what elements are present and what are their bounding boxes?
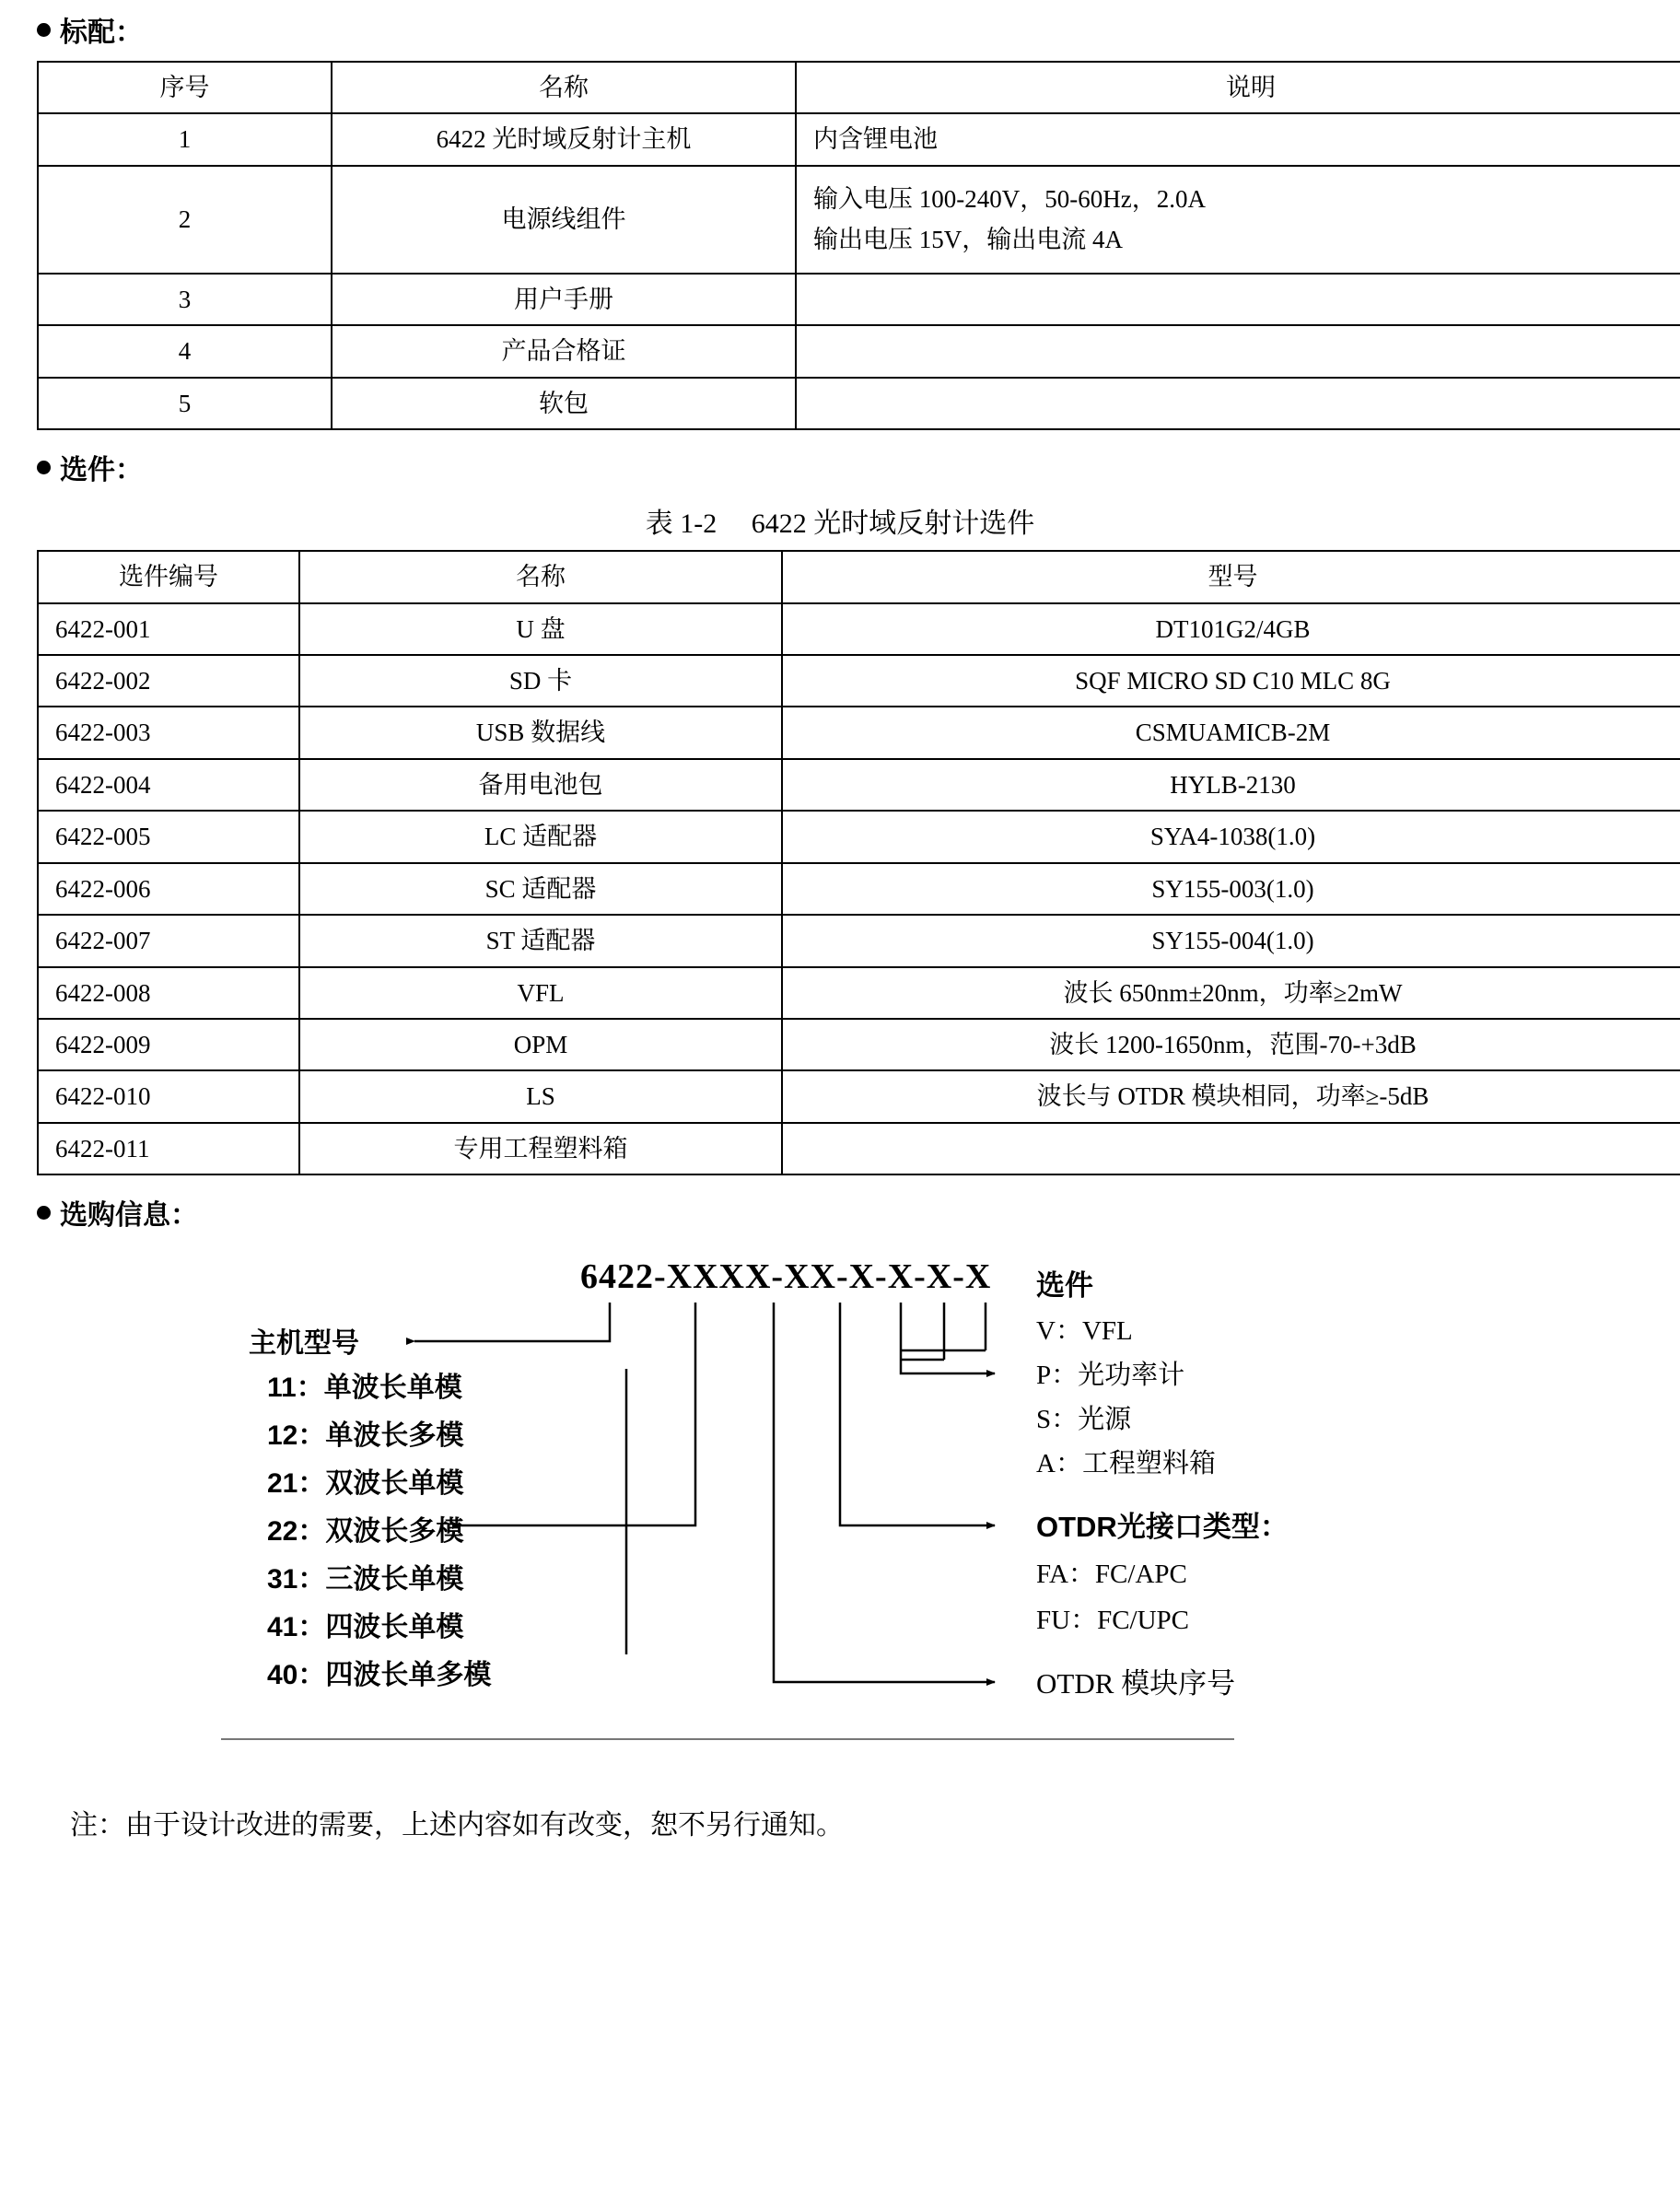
cell-option-name: VFL: [299, 967, 782, 1019]
host-option-item: 41：四波长单模: [267, 1612, 464, 1643]
table-row: [38, 1123, 1680, 1174]
cell-desc: 内含锂电池: [796, 113, 1680, 165]
cell-desc: [796, 166, 1680, 274]
cell-option-no: 6422-008: [38, 967, 299, 1019]
host-option-item: 22：双波长多模: [267, 1516, 464, 1548]
cell-option-no: 6422-001: [38, 603, 299, 655]
cell-option-model: DT101G2/4GB: [782, 603, 1680, 655]
option-item: P：光功率计: [1036, 1361, 1185, 1391]
cell-name: 产品合格证: [332, 325, 796, 377]
cell-option-no: 6422-009: [38, 1019, 299, 1070]
cell-name: 用户手册: [332, 274, 796, 325]
options-table-caption: 表 1-2 6422 光时域反射计选件: [645, 508, 1035, 540]
cell-option-model: SY155-003(1.0): [782, 863, 1680, 915]
table-row: [38, 915, 1680, 966]
heading-ordering-info: [37, 1192, 1643, 1233]
cell-option-no: 6422-003: [38, 707, 299, 758]
table-header-row: [38, 62, 1680, 113]
table-row: [38, 113, 1680, 165]
host-model-label: 主机型号: [249, 1328, 359, 1360]
table-row: [38, 1070, 1680, 1122]
table-row: [38, 655, 1680, 707]
interface-item: FA：FC/APC: [1036, 1560, 1187, 1590]
ordering-code-diagram: [37, 1249, 1644, 1765]
cell-option-name: SC 适配器: [299, 863, 782, 915]
cell-option-model: CSMUAMICB-2M: [782, 707, 1680, 758]
cell-option-no: 6422-007: [38, 915, 299, 966]
table-header-row: [38, 551, 1680, 602]
heading-standard-config: [37, 9, 1643, 50]
cell-name: 电源线组件: [332, 166, 796, 274]
heading-standard-config-label: 标配：: [60, 18, 143, 48]
cell-option-name: OPM: [299, 1019, 782, 1070]
header-cell-option-name: 名称: [299, 551, 782, 602]
table-row: [38, 863, 1680, 915]
table-row: [38, 603, 1680, 655]
cell-no: 5: [38, 378, 332, 429]
cell-option-model: SY155-004(1.0): [782, 915, 1680, 966]
header-cell-desc: 说明: [796, 62, 1680, 113]
header-cell-option-no: 选件编号: [38, 551, 299, 602]
cell-option-model: HYLB-2130: [782, 759, 1680, 811]
heading-options: [37, 447, 1643, 487]
table-row: [38, 325, 1680, 377]
cell-no: 3: [38, 274, 332, 325]
option-item: V：VFL: [1036, 1316, 1133, 1347]
interface-item: FU：FC/UPC: [1036, 1606, 1190, 1636]
table-row: [38, 707, 1680, 758]
cell-option-no: 6422-002: [38, 655, 299, 707]
interface-title: OTDR光接口类型：: [1036, 1511, 1289, 1544]
cell-option-name: 备用电池包: [299, 759, 782, 811]
bullet-dot-icon: [37, 23, 51, 37]
cell-option-no: 6422-005: [38, 811, 299, 862]
cell-desc: [796, 274, 1680, 325]
host-option-item: 11：单波长单模: [267, 1373, 462, 1404]
table-row: [38, 166, 1680, 274]
cell-name: 软包: [332, 378, 796, 429]
host-option-item: 40：四波长单多模: [267, 1660, 492, 1691]
cell-option-name: LS: [299, 1070, 782, 1122]
heading-options-label: 选件：: [60, 455, 143, 486]
document-page: [0, 9, 1680, 2185]
options-table: [37, 550, 1680, 1175]
cell-option-name: 专用工程塑料箱: [299, 1123, 782, 1174]
cell-option-model: [782, 1123, 1680, 1174]
table-row: [38, 378, 1680, 429]
cell-option-model: 波长 1200-1650nm，范围-70-+3dB: [782, 1019, 1680, 1070]
cell-option-no: 6422-010: [38, 1070, 299, 1122]
table-row: [38, 967, 1680, 1019]
bullet-dot-icon: [37, 1206, 51, 1220]
table-row: [38, 1019, 1680, 1070]
table-row: [38, 759, 1680, 811]
cell-option-no: 6422-004: [38, 759, 299, 811]
cell-no: 2: [38, 166, 332, 274]
cell-option-name: USB 数据线: [299, 707, 782, 758]
module-serial-label: OTDR 模块序号: [1036, 1667, 1236, 1700]
header-cell-no: 序号: [38, 62, 332, 113]
ordering-code-text: 6422-XXXX-XX-X-X-X-X: [580, 1257, 992, 1297]
standard-config-table: [37, 61, 1680, 430]
option-group-title: 选件: [1036, 1269, 1093, 1303]
cell-option-model: SQF MICRO SD C10 MLC 8G: [782, 655, 1680, 707]
heading-ordering-info-label: 选购信息：: [60, 1200, 198, 1232]
cell-option-model: SYA4-1038(1.0): [782, 811, 1680, 862]
cell-option-name: U 盘: [299, 603, 782, 655]
option-item: A：工程塑料箱: [1036, 1449, 1216, 1479]
table-row: [38, 811, 1680, 862]
cell-option-name: ST 适配器: [299, 915, 782, 966]
cell-option-no: 6422-011: [38, 1123, 299, 1174]
option-item: S：光源: [1036, 1405, 1132, 1435]
cell-option-name: SD 卡: [299, 655, 782, 707]
host-option-item: 31：三波长单模: [267, 1564, 464, 1595]
cell-desc: [796, 378, 1680, 429]
footer-note: 注：由于设计改进的需要，上述内容如有改变，恕不另行通知。: [70, 1810, 844, 1841]
cell-desc: [796, 325, 1680, 377]
cell-desc-line: 输入电压 100-240V，50-60Hz，2.0A: [813, 184, 1206, 213]
cell-no: 4: [38, 325, 332, 377]
header-cell-name: 名称: [332, 62, 796, 113]
host-option-item: 12：单波长多模: [267, 1420, 464, 1452]
cell-option-no: 6422-006: [38, 863, 299, 915]
header-cell-option-model: 型号: [782, 551, 1680, 602]
cell-option-name: LC 适配器: [299, 811, 782, 862]
cell-option-model: 波长与 OTDR 模块相同，功率≥-5dB: [782, 1070, 1680, 1122]
table-row: [38, 274, 1680, 325]
bullet-dot-icon: [37, 461, 51, 474]
cell-desc-line: 输出电压 15V，输出电流 4A: [813, 226, 1123, 254]
page-content: [37, 9, 1643, 1842]
host-option-item: 21：双波长单模: [267, 1468, 464, 1500]
cell-name: 6422 光时域反射计主机: [332, 113, 796, 165]
cell-no: 1: [38, 113, 332, 165]
cell-option-model: 波长 650nm±20nm，功率≥2mW: [782, 967, 1680, 1019]
